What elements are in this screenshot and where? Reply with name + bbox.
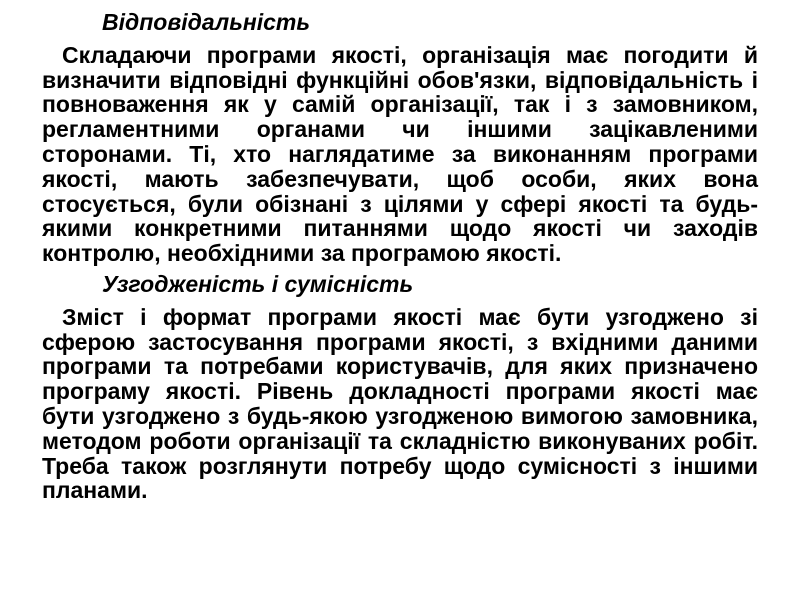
document-page: [42, 0, 758, 600]
section-heading-responsibility: Відповідальність: [102, 9, 311, 35]
section-heading-consistency: Узгодженість і сумісність: [102, 270, 414, 297]
section-paragraph-consistency: Зміст і формат програми якості має бути узгоджено зі сферою застосування програми якості, з вхідними даними програми та потребами користувачів, для яких призначено програму якості. Рівень докладності програми якості має бути узгоджено з будь-якою узгодженою вимогою замовника, методом роботи організації та складністю виконуваних робіт. Треба також розглянути потребу щодо сумісності з іншими планами.: [42, 303, 758, 504]
section-paragraph-responsibility: Складаючи програми якості, організація має погодити й визначити відповідні функційні обов'язки, відповідальність і повноваження як у самій організації, так і з замовником, регламентними органами чи іншими зацікавленими сторонами. Ті, хто наглядатиме за виконанням програми якості, мають забезпечувати, щоб особи, яких вона стосується, були обізнані з цілями у сфері якості та будь-якими конкретними питаннями щодо якості чи заходів контролю, необхідними за програмою якості.: [42, 41, 758, 267]
